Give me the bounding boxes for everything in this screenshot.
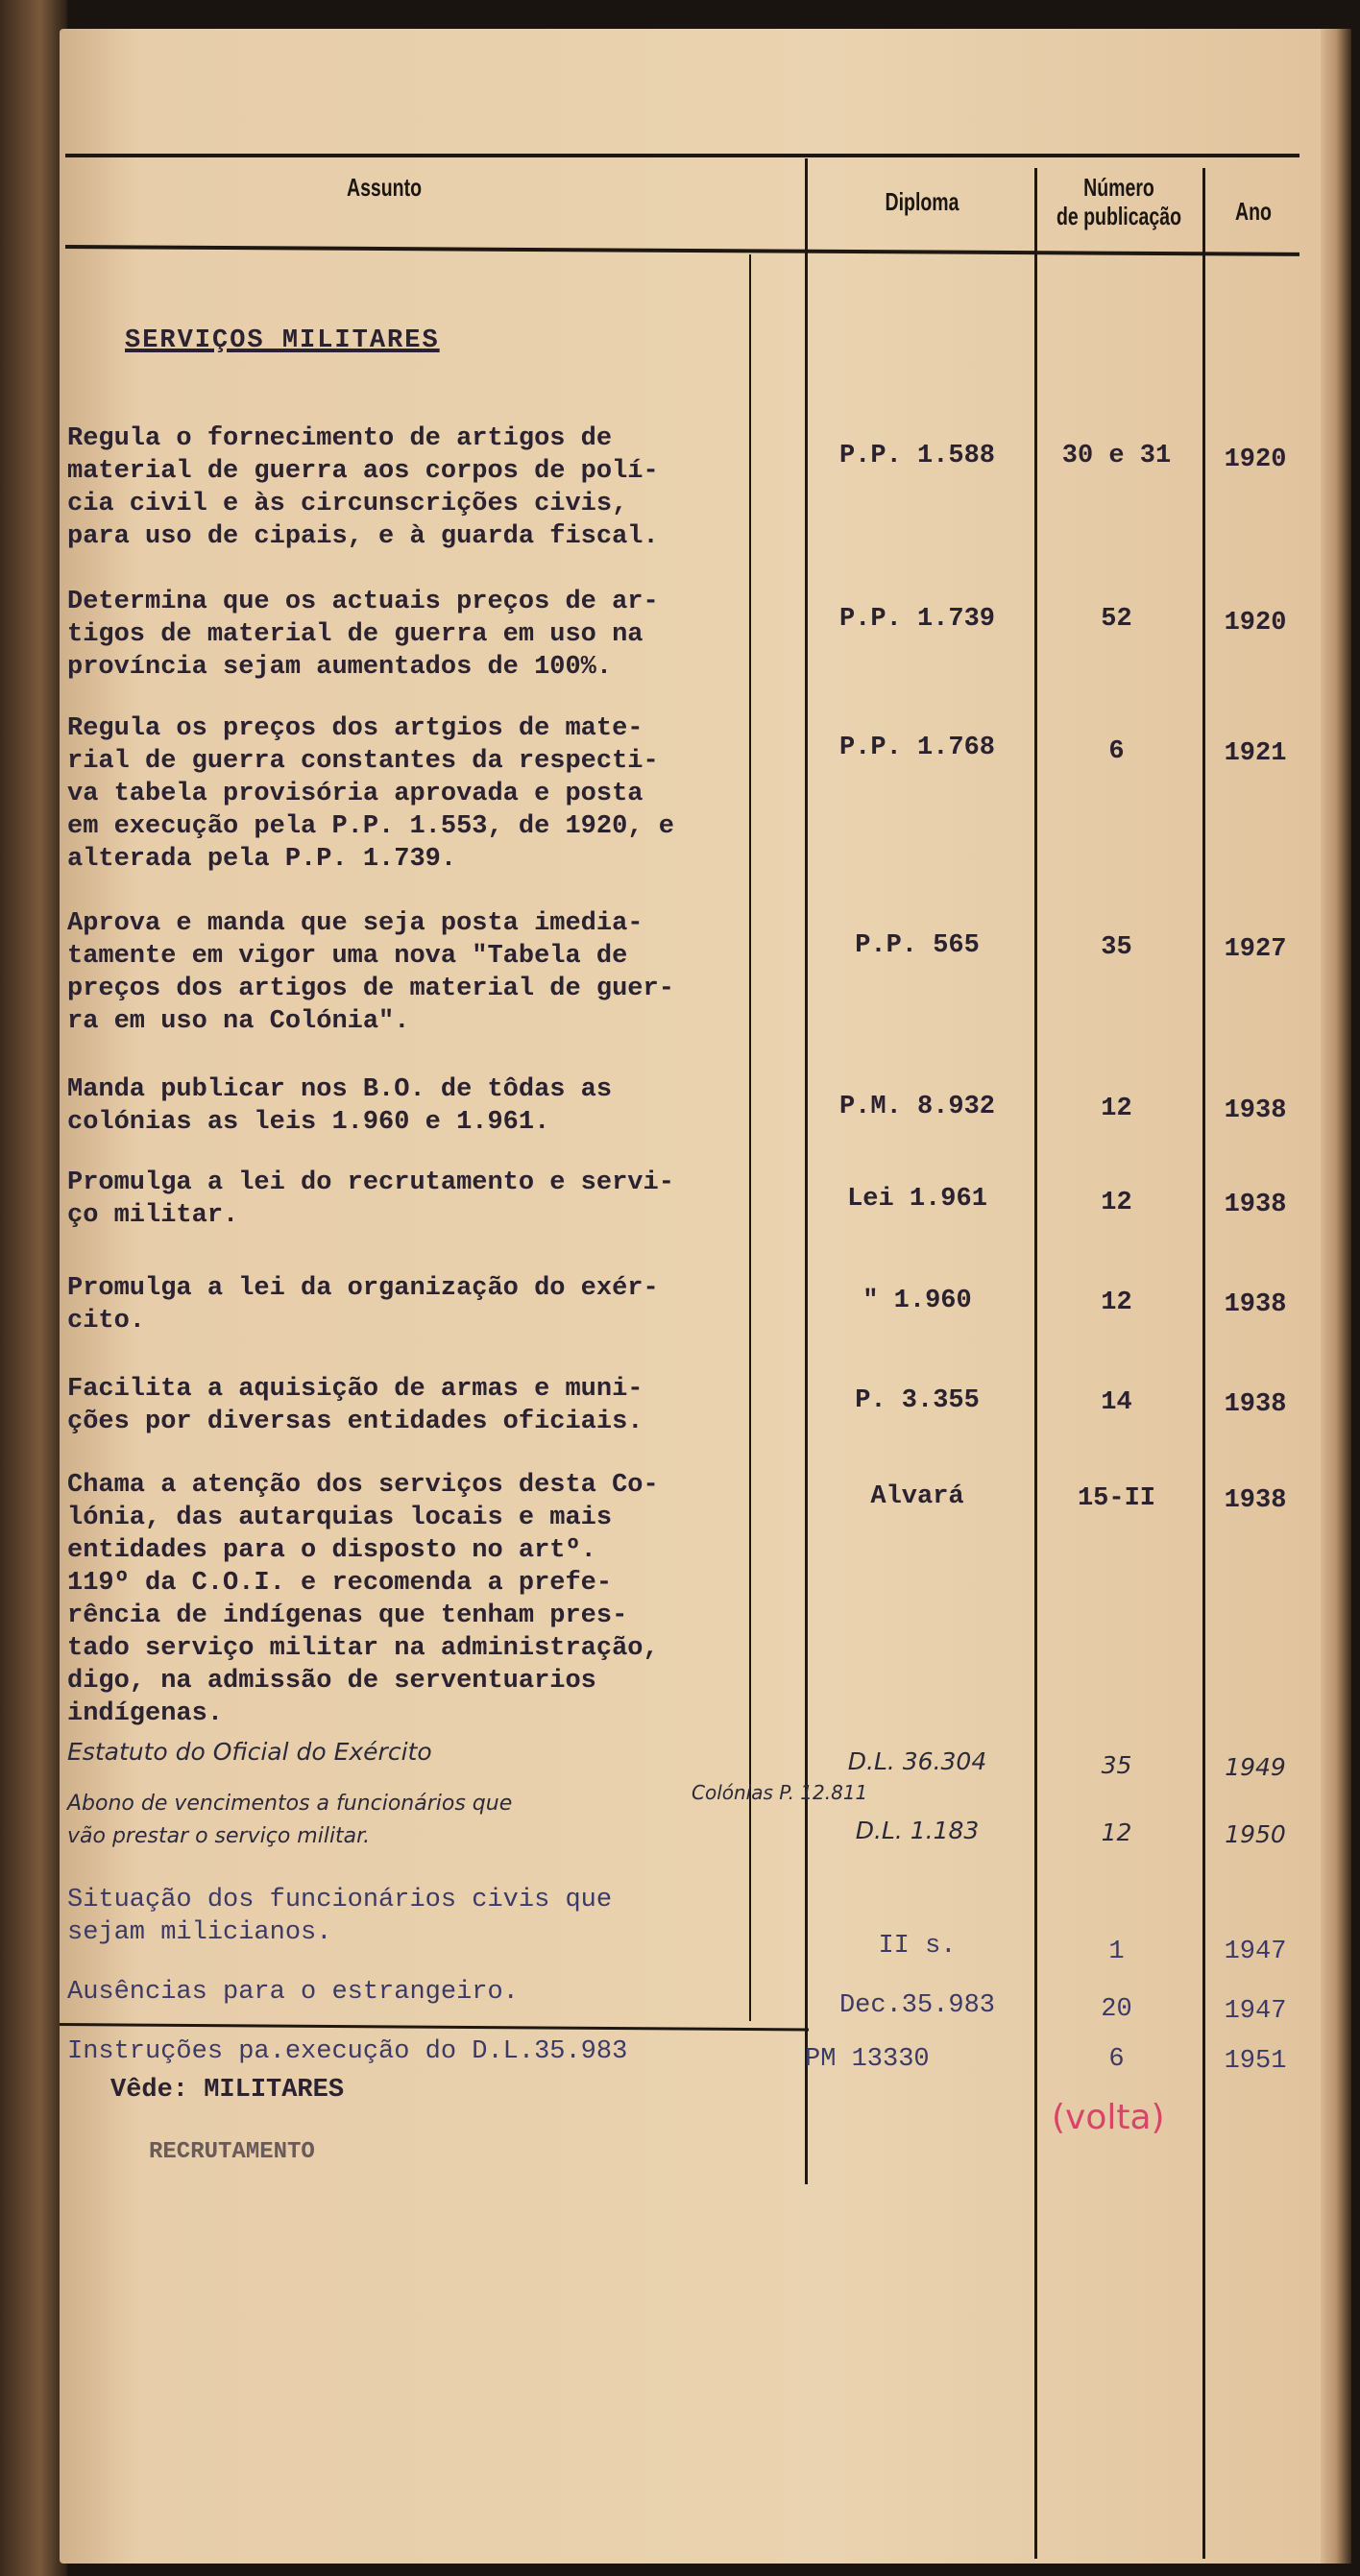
section-title: SERVIÇOS MILITARES (125, 326, 440, 355)
row-ano: 1920 (1224, 445, 1287, 474)
row-diploma: P.P. 1.739 (838, 605, 996, 634)
row-assunto: Determina que os actuais preços de ar- tigos de material de guerra em uso na província sejam aumentados de 100%. (67, 588, 659, 682)
row-numero: 35 (1101, 933, 1132, 962)
header-top-rule (65, 154, 1299, 157)
row-numero: 12 (1101, 1095, 1132, 1123)
row-ano: 1938 (1224, 1096, 1287, 1125)
row-assunto: Promulga a lei do recrutamento e servi- ço militar. (67, 1168, 674, 1230)
row-assunto: Estatuto do Oficial do Exército (67, 1738, 432, 1766)
row-assunto: Aprova e manda que seja posta imedia- tamente em vigor uma nova "Tabela de preços dos artigos de material de guer- ra em uso na Colónia". (67, 909, 674, 1036)
row-assunto: Situação dos funcionários civis que sejam milicianos. (67, 1886, 613, 1947)
see-also-item: RECRUTAMENTO (149, 2139, 315, 2165)
row-ano: 1938 (1224, 1191, 1287, 1219)
row-assunto: Instruções pa.execução do D.L.35.983 (67, 2037, 628, 2066)
header-assunto: Assunto (347, 173, 422, 202)
row-numero: 12 (1101, 1189, 1132, 1217)
row-diploma: P. 3.355 (855, 1386, 980, 1415)
row-numero: 12 (1101, 1288, 1132, 1317)
row-assunto: Facilita a aquisição de armas e muni- ções por diversas entidades oficiais. (67, 1375, 644, 1436)
row-diploma: II s. (878, 1932, 957, 1961)
handwritten-note-volta: (volta) (1052, 2098, 1165, 2137)
row-assunto: Ausências para o estrangeiro. (67, 1978, 519, 2007)
row-diploma: P.P. 1.768 (838, 734, 996, 762)
row-diploma: P.P. 1.588 (838, 442, 996, 470)
row-ano: 1921 (1224, 739, 1287, 768)
row-assunto: Abono de vencimentos a funcionários que vão prestar o serviço militar. (67, 1792, 513, 1848)
column-divider-ano (1202, 168, 1205, 2559)
row-assunto: Chama a atenção dos serviços desta Co- lónia, das autarquias locais e mais entidades para o disposto no artº. 119º da C.O.I. e recomenda a prefe- rência de indígenas que tenham pres- tado serviço militar na administração, digo, na admissão de serventuarios indígenas. (67, 1471, 659, 1728)
row-numero: 12 (1101, 1818, 1132, 1846)
row-diploma: P.P. 565 (855, 931, 980, 960)
row-assunto: Promulga a lei da organização do exér- cito. (67, 1274, 659, 1336)
row-ano: 1951 (1224, 2047, 1287, 2076)
row-ano: 1938 (1224, 1390, 1287, 1419)
row-numero: 20 (1101, 1995, 1132, 2024)
header-numero: Número de publicação (1056, 173, 1182, 230)
row-numero: 6 (1108, 2045, 1125, 2074)
adjacent-page-edge (0, 0, 67, 2576)
row-numero: 14 (1101, 1388, 1132, 1417)
row-diploma: D.L. 36.304 (847, 1747, 987, 1775)
row-assunto: Manda publicar nos B.O. de tôdas as colónias as leis 1.960 e 1.961. (67, 1075, 613, 1137)
row-diploma: PM 13330 (805, 2045, 930, 2074)
see-also-label: Vêde: MILITARES (110, 2076, 345, 2105)
row-diploma: Lei 1.961 (847, 1185, 987, 1214)
row-diploma: P.M. 8.932 (838, 1093, 996, 1121)
row-diploma-note: Colónias P. 12.811 (692, 1781, 868, 1804)
column-divider-numero (1034, 168, 1037, 2559)
row-ano: 1947 (1224, 1938, 1287, 1966)
row-numero: 52 (1101, 605, 1132, 634)
header-ano: Ano (1235, 197, 1272, 226)
row-numero: 1 (1108, 1938, 1125, 1966)
row-ano: 1947 (1224, 1997, 1287, 2026)
header-diploma: Diploma (885, 187, 959, 216)
row-assunto: Regula os preços dos artgios de mate- rial de guerra constantes da respecti- va tabela provisória aprovada e posta em execução pela P.P. 1.553, de 1920, e alterada pela P.P. 1.739. (67, 714, 674, 874)
row-diploma: D.L. 1.183 (855, 1817, 980, 1844)
row-diploma: " 1.960 (862, 1287, 972, 1315)
row-numero: 30 e 31 (1061, 442, 1172, 470)
row-numero: 35 (1101, 1751, 1132, 1779)
row-diploma: Dec.35.983 (838, 1991, 996, 2020)
row-numero: 6 (1108, 737, 1125, 766)
page-edge-shadow (1321, 29, 1351, 2564)
row-ano: 1938 (1224, 1486, 1287, 1515)
row-numero: 15-II (1077, 1484, 1155, 1513)
row-assunto: Regula o fornecimento de artigos de material de guerra aos corpos de polí- cia civil e às circunscrições civis, para uso de cipais, e à guarda fiscal. (67, 424, 659, 551)
row-ano: 1920 (1224, 609, 1287, 638)
row-ano: 1950 (1225, 1820, 1286, 1848)
row-ano: 1927 (1224, 935, 1287, 964)
row-diploma: Alvará (870, 1482, 964, 1511)
row-ano: 1949 (1225, 1753, 1286, 1781)
row-ano: 1938 (1224, 1290, 1287, 1319)
